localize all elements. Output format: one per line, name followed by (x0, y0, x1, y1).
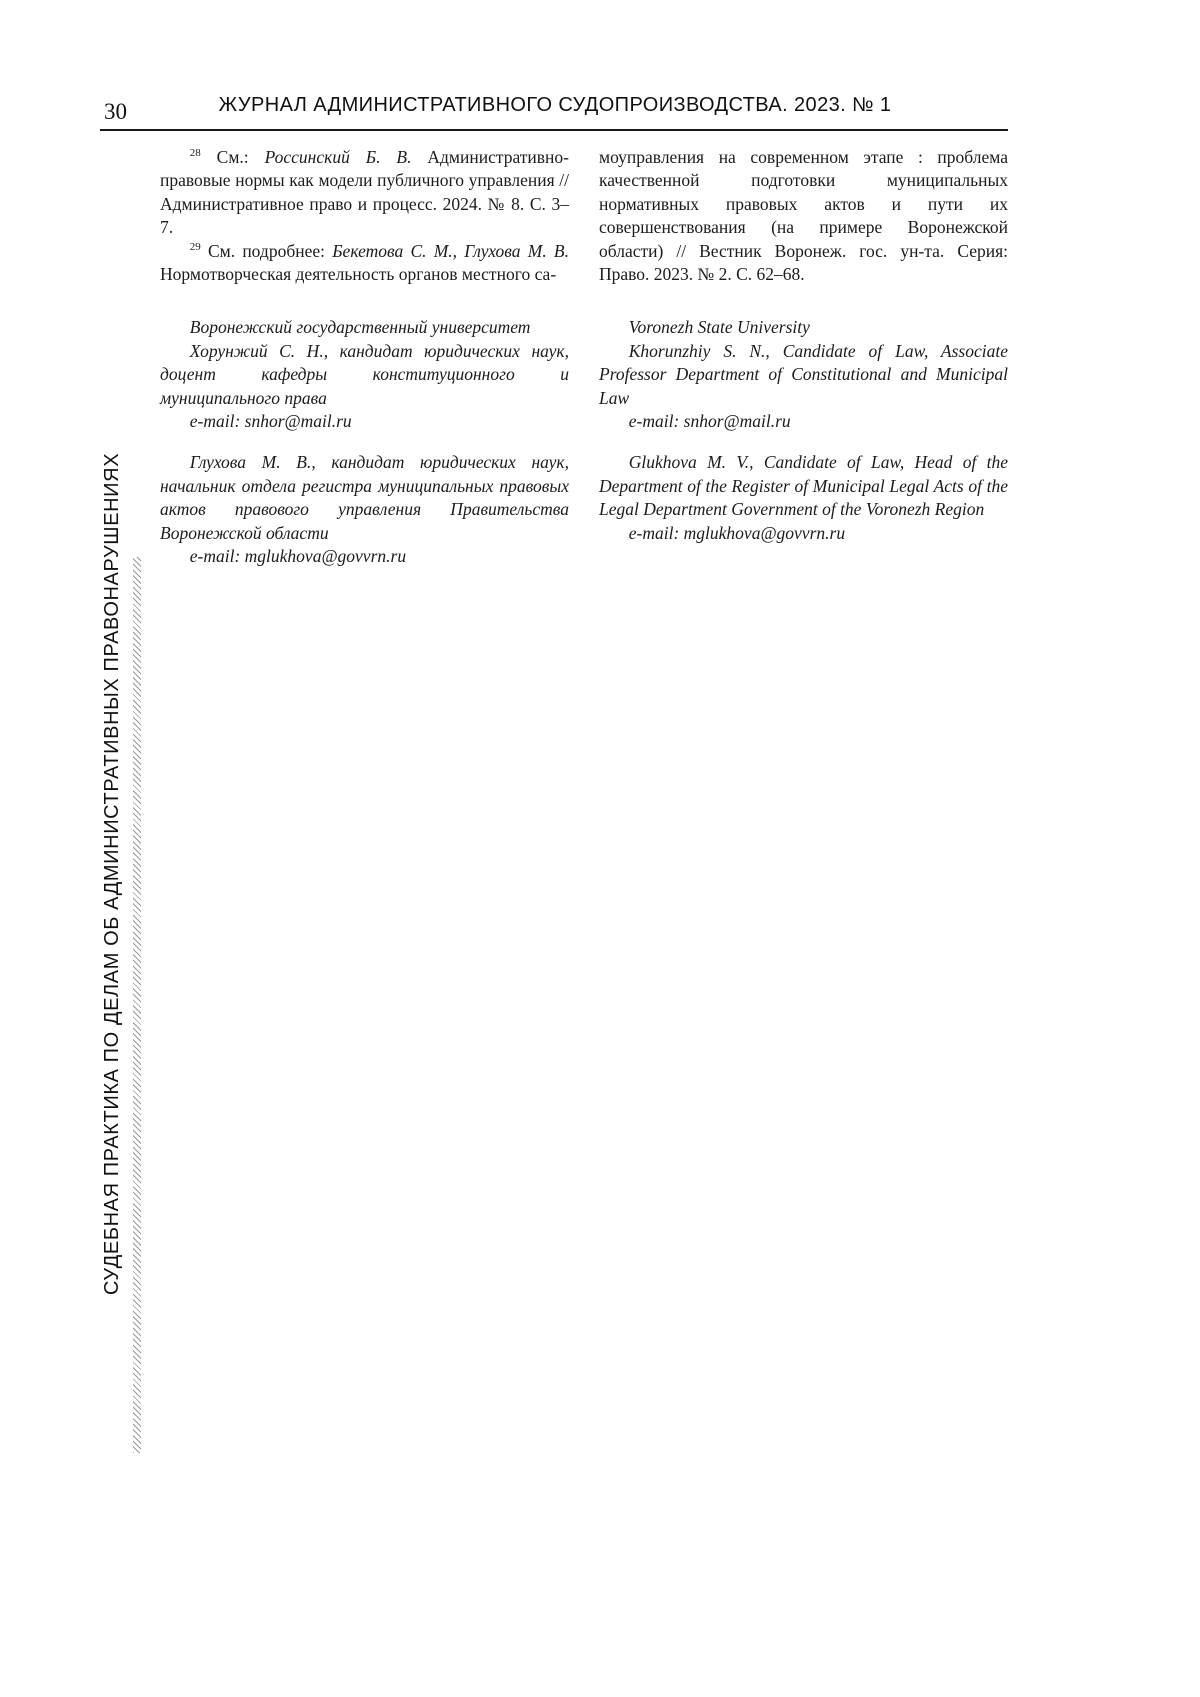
affiliation-ru-block-2 (160, 451, 569, 568)
affiliation-en-email-1: e-mail: snhor@mail.ru (628, 411, 791, 432)
affiliation-ru-email-2: e-mail: mglukhova@govvrn.ru (189, 546, 407, 567)
footnote-29-prefix: См. подробнее: (200, 240, 333, 261)
footnote-29-text: Нормотворческая деятельность органов местного са- (160, 264, 557, 285)
footnote-28-text: Административно-правовые нормы как модели публичного управления // Административное право и процесс. 2024. № 8. С. 3–7. (160, 147, 570, 238)
header-rule (100, 129, 1008, 131)
footnote-29-continuation: моуправления на современном этапе : проблема качественной подготовки муниципальных нормативных правовых актов и пути их совершенствования (на примере Воронежской области) // Вестник Воронеж. гос. ун-та. Серия: Право. 2023. № 2. С. 62–68. (599, 147, 1008, 285)
affiliation-ru-email-1: e-mail: snhor@mail.ru (189, 411, 352, 432)
affiliation-ru-author-1: Хорунжий С. Н., кандидат юридических наук, доцент кафедры конституционного и муниципального права (160, 340, 569, 408)
footnote-28-marker: 28 (189, 147, 201, 160)
footnote-29 (160, 240, 569, 287)
affiliation-ru-block-1 (160, 316, 569, 433)
affiliation-en-author-2: Glukhova M. V., Candidate of Law, Head of the Department of the Register of Municipal Legal Acts of the Legal Department Government of the Voronezh Region (599, 452, 1008, 520)
footnote-28-prefix: См.: (200, 147, 265, 167)
footnote-28 (160, 146, 569, 240)
affiliation-en-university: Voronezh State University (628, 317, 810, 338)
affiliation-en-block-1 (599, 316, 1008, 433)
affiliation-ru-university: Воронежский государственный университет (189, 317, 531, 338)
main-content (160, 146, 1008, 569)
rubric-hatch-band (133, 557, 141, 1453)
affiliation-en-author-1: Khorunzhiy S. N., Candidate of Law, Associate Professor Department of Constitutional and Municipal Law (599, 340, 1008, 408)
footnote-29-authors: Бекетова С. М., Глухова М. В. (332, 240, 569, 261)
page-number: 30 (104, 99, 127, 124)
affiliation-en-email-2: e-mail: mglukhova@govvrn.ru (628, 522, 846, 543)
footnotes-column-left (160, 146, 569, 286)
footnote-28-authors: Россинский Б. В. (264, 147, 412, 167)
affiliation-ru-author-2: Глухова М. В., кандидат юридических наук, начальник отдела регистра муниципальных правовых актов правового управления Правительства Воронежской области (160, 452, 569, 543)
journal-title: ЖУРНАЛ АДМИНИСТРАТИВНОГО СУДОПРОИЗВОДСТВА. 2023. № 1 (218, 94, 892, 116)
footnotes-column-right (599, 146, 1008, 286)
section-rubric-vertical: СУДЕБНАЯ ПРАКТИКА ПО ДЕЛАМ ОБ АДМИНИСТРАТИВНЫХ ПРАВОНАРУШЕНИЯХ (101, 452, 123, 1295)
affiliation-en-block-2 (599, 451, 1008, 568)
footnote-29-marker: 29 (189, 240, 201, 253)
